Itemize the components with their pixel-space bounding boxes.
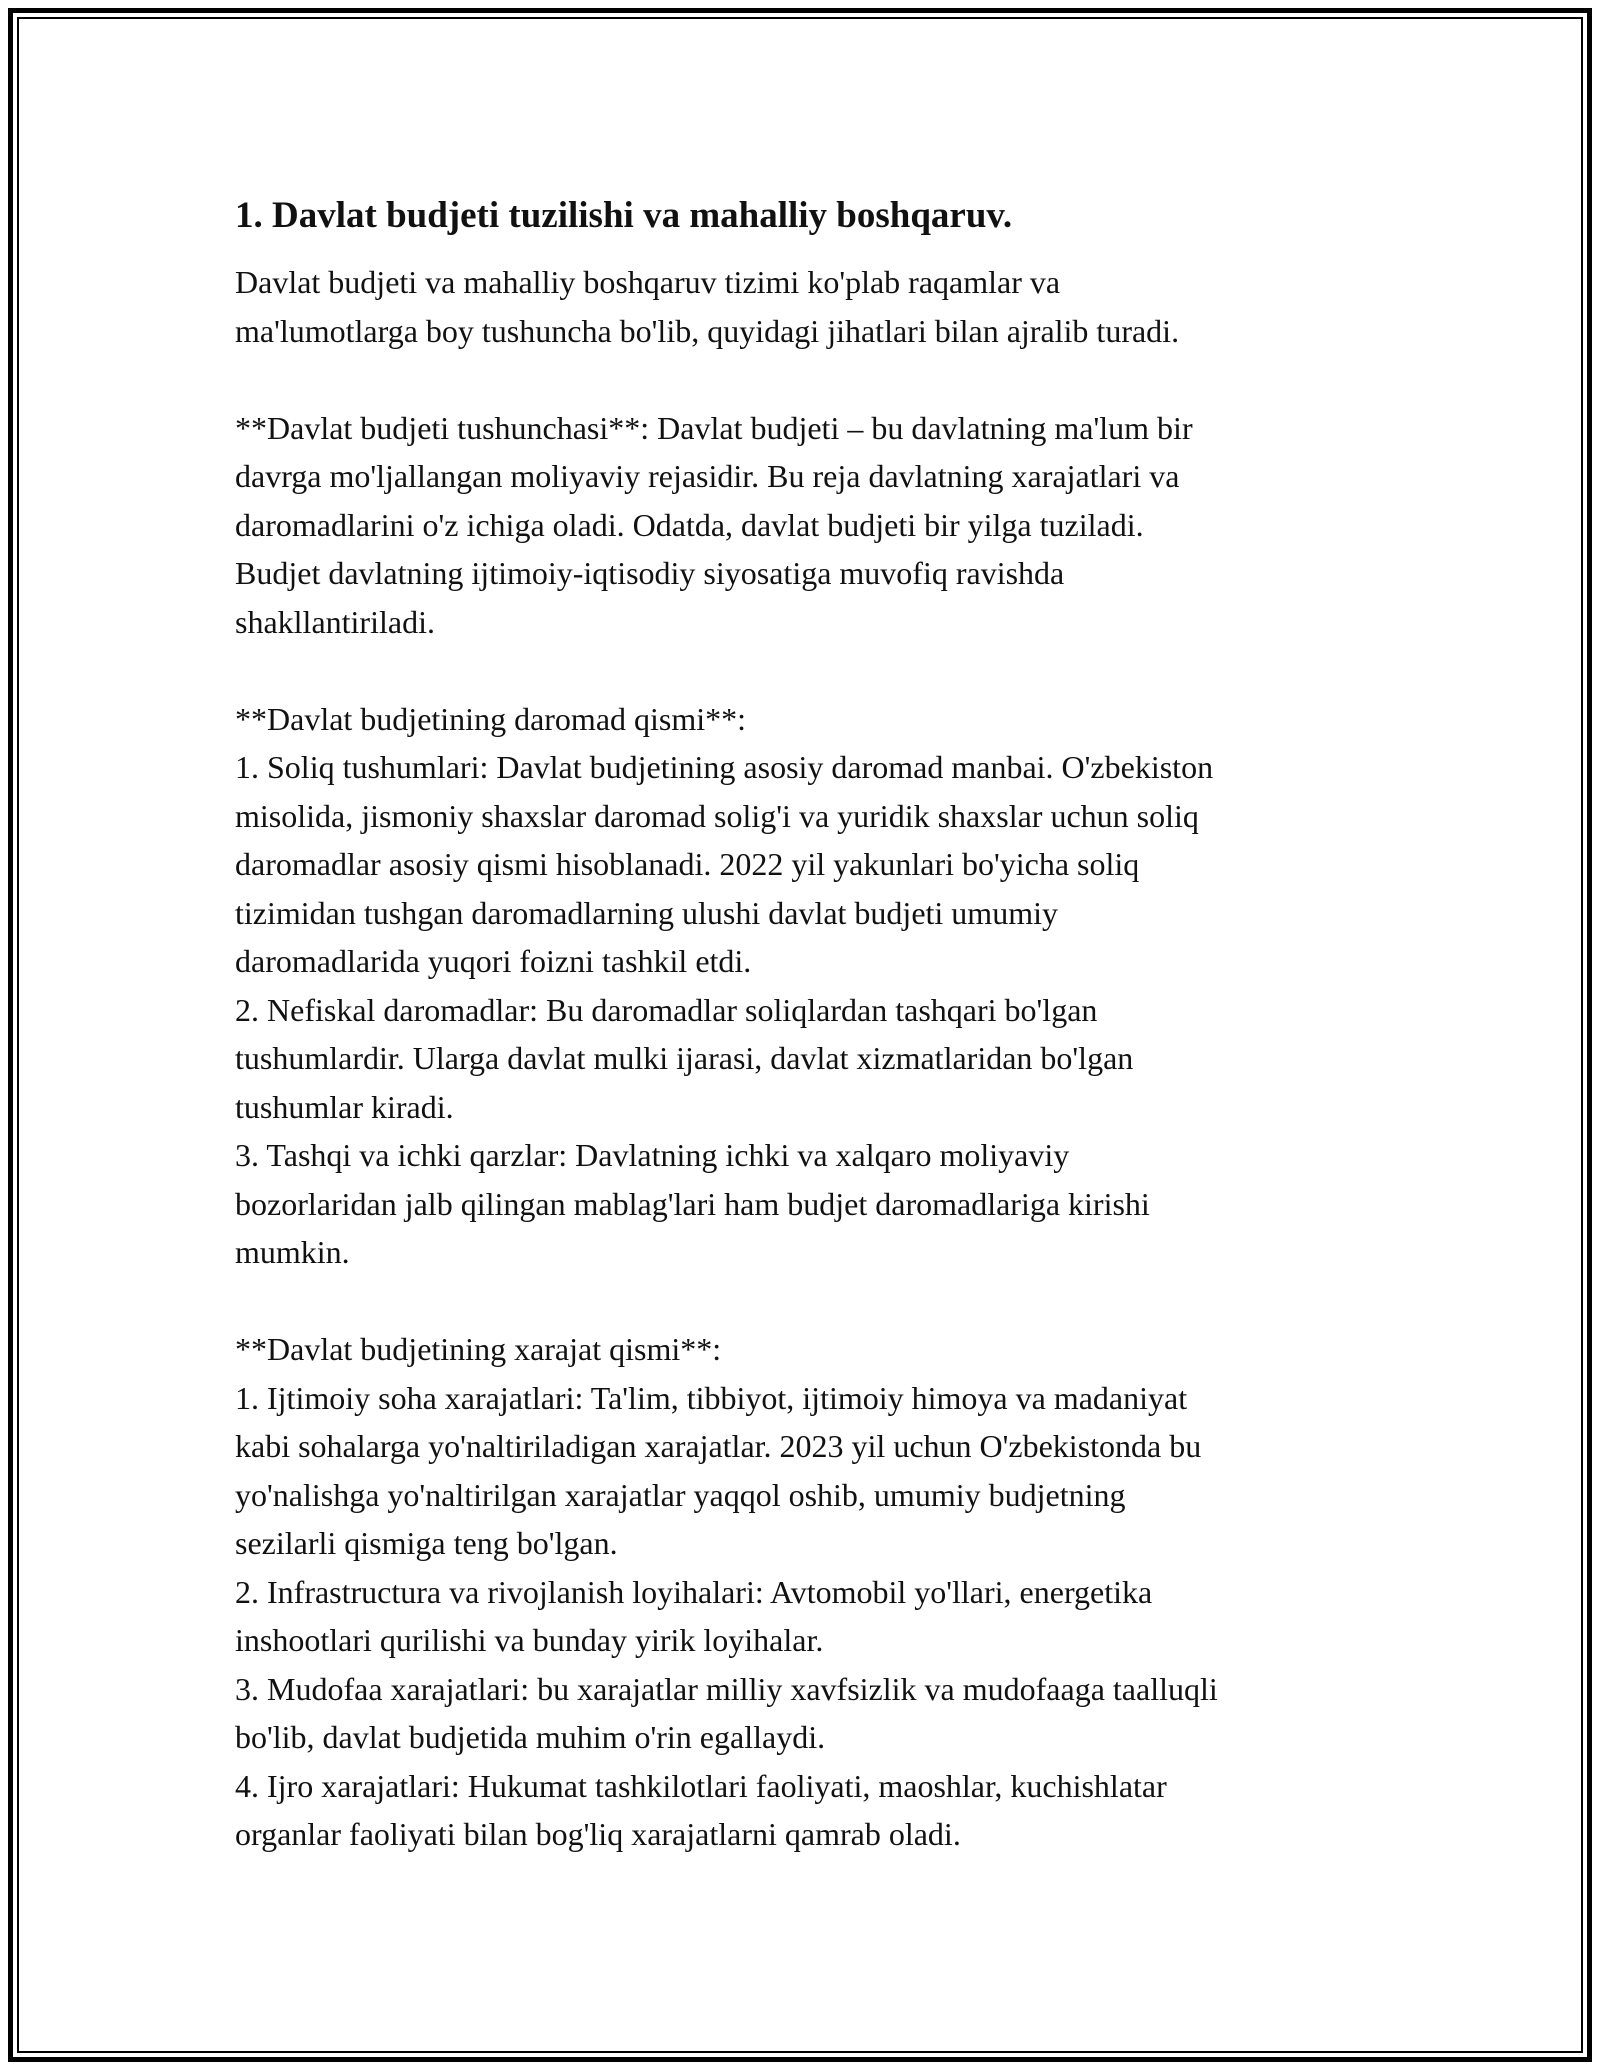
paragraph-spacer — [235, 646, 1395, 695]
text-line: 2. Infrastructura va rivojlanish loyihalari: Avtomobil yo'llari, energetika — [235, 1573, 1153, 1610]
text-line: bo'lib, davlat budjetida muhim o'rin egallaydi. — [235, 1719, 826, 1755]
text-line: 1. Soliq tushumlari: Davlat budjetining asosiy daromad manbai. O'zbekiston — [235, 749, 1214, 785]
paragraph-spacer — [235, 1277, 1395, 1326]
text-line: shakllantiriladi. — [235, 603, 435, 640]
text-line: organlar faoliyati bilan bog'liq xarajatlarni qamrab oladi. — [235, 1816, 961, 1852]
text-line: daromadlar asosiy qismi hisoblanadi. 2022 yil yakunlari bo'yicha soliq — [235, 846, 1140, 882]
text-line: inshootlari qurilishi va bunday yirik loyihalar. — [235, 1622, 824, 1658]
document-title: 1. Davlat budjeti tuzilishi va mahalliy boshqaruv. — [235, 195, 1013, 236]
text-line: Budjet davlatning ijtimoiy-iqtisodiy siyosatiga muvofiq ravishda — [235, 555, 1065, 591]
paragraph-spacer — [235, 355, 1395, 404]
text-line: sezilarli qismiga teng bo'lgan. — [235, 1525, 618, 1561]
text-line: davrga mo'ljallangan moliyaviy rejasidir. Bu reja davlatning xarajatlari va — [235, 458, 1180, 494]
text-line: Davlat budjeti va mahalliy boshqaruv tizimi ko'plab raqamlar va — [235, 264, 1061, 300]
text-line: tushumlardir. Ularga davlat mulki ijarasi, davlat xizmatlaridan bo'lgan — [235, 1040, 1134, 1076]
text-line: yo'nalishga yo'naltirilgan xarajatlar yaqqol oshib, umumiy budjetning — [235, 1476, 1126, 1513]
text-line: misolida, jismoniy shaxslar daromad solig'i va yuridik shaxslar uchun soliq — [235, 797, 1199, 834]
text-line: 2. Nefiskal daromadlar: Bu daromadlar soliqlardan tashqari bo'lgan — [235, 991, 1098, 1028]
text-line: tushumlar kiradi. — [235, 1088, 454, 1125]
text-line: daromadlarini o'z ichiga oladi. Odatda, davlat budjeti bir yilga tuziladi. — [235, 506, 1144, 543]
text-line: 3. Tashqi va ichki qarzlar: Davlatning ichki va xalqaro moliyaviy — [235, 1137, 1070, 1173]
section-heading: **Davlat budjetining daromad qismi**: — [235, 700, 747, 737]
text-line: mumkin. — [235, 1234, 350, 1270]
text-line: bozorlaridan jalb qilingan mablag'lari ham budjet daromadlariga kirishi — [235, 1185, 1150, 1222]
text-line: daromadlarida yuqori foizni tashkil etdi. — [235, 943, 752, 979]
text-line: tizimidan tushgan daromadlarning ulushi davlat budjeti umumiy — [235, 894, 1058, 931]
text-line: kabi sohalarga yo'naltiriladigan xarajatlar. 2023 yil uchun O'zbekistonda bu — [235, 1428, 1202, 1464]
text-line: 1. Ijtimoiy soha xarajatlari: Ta'lim, tibbiyot, ijtimoiy himoya va madaniyat — [235, 1379, 1188, 1416]
expense-section — [235, 1325, 1395, 1859]
document-body — [235, 188, 1395, 1859]
section-heading: **Davlat budjetining xarajat qismi**: — [235, 1331, 722, 1367]
text-line: 4. Ijro xarajatlari: Hukumat tashkilotlari faoliyati, maoshlar, kuchishlatar — [235, 1767, 1167, 1804]
text-line: **Davlat budjeti tushunchasi**: Davlat budjeti – bu davlatning ma'lum bir — [235, 409, 1193, 446]
text-line: 3. Mudofaa xarajatlari: bu xarajatlar milliy xavfsizlik va mudofaaga taalluqli — [235, 1670, 1218, 1707]
revenue-section — [235, 695, 1395, 1277]
concept-paragraph — [235, 404, 1395, 647]
intro-paragraph — [235, 258, 1395, 355]
text-line: ma'lumotlarga boy tushuncha bo'lib, quyidagi jihatlari bilan ajralib turadi. — [235, 312, 1180, 349]
